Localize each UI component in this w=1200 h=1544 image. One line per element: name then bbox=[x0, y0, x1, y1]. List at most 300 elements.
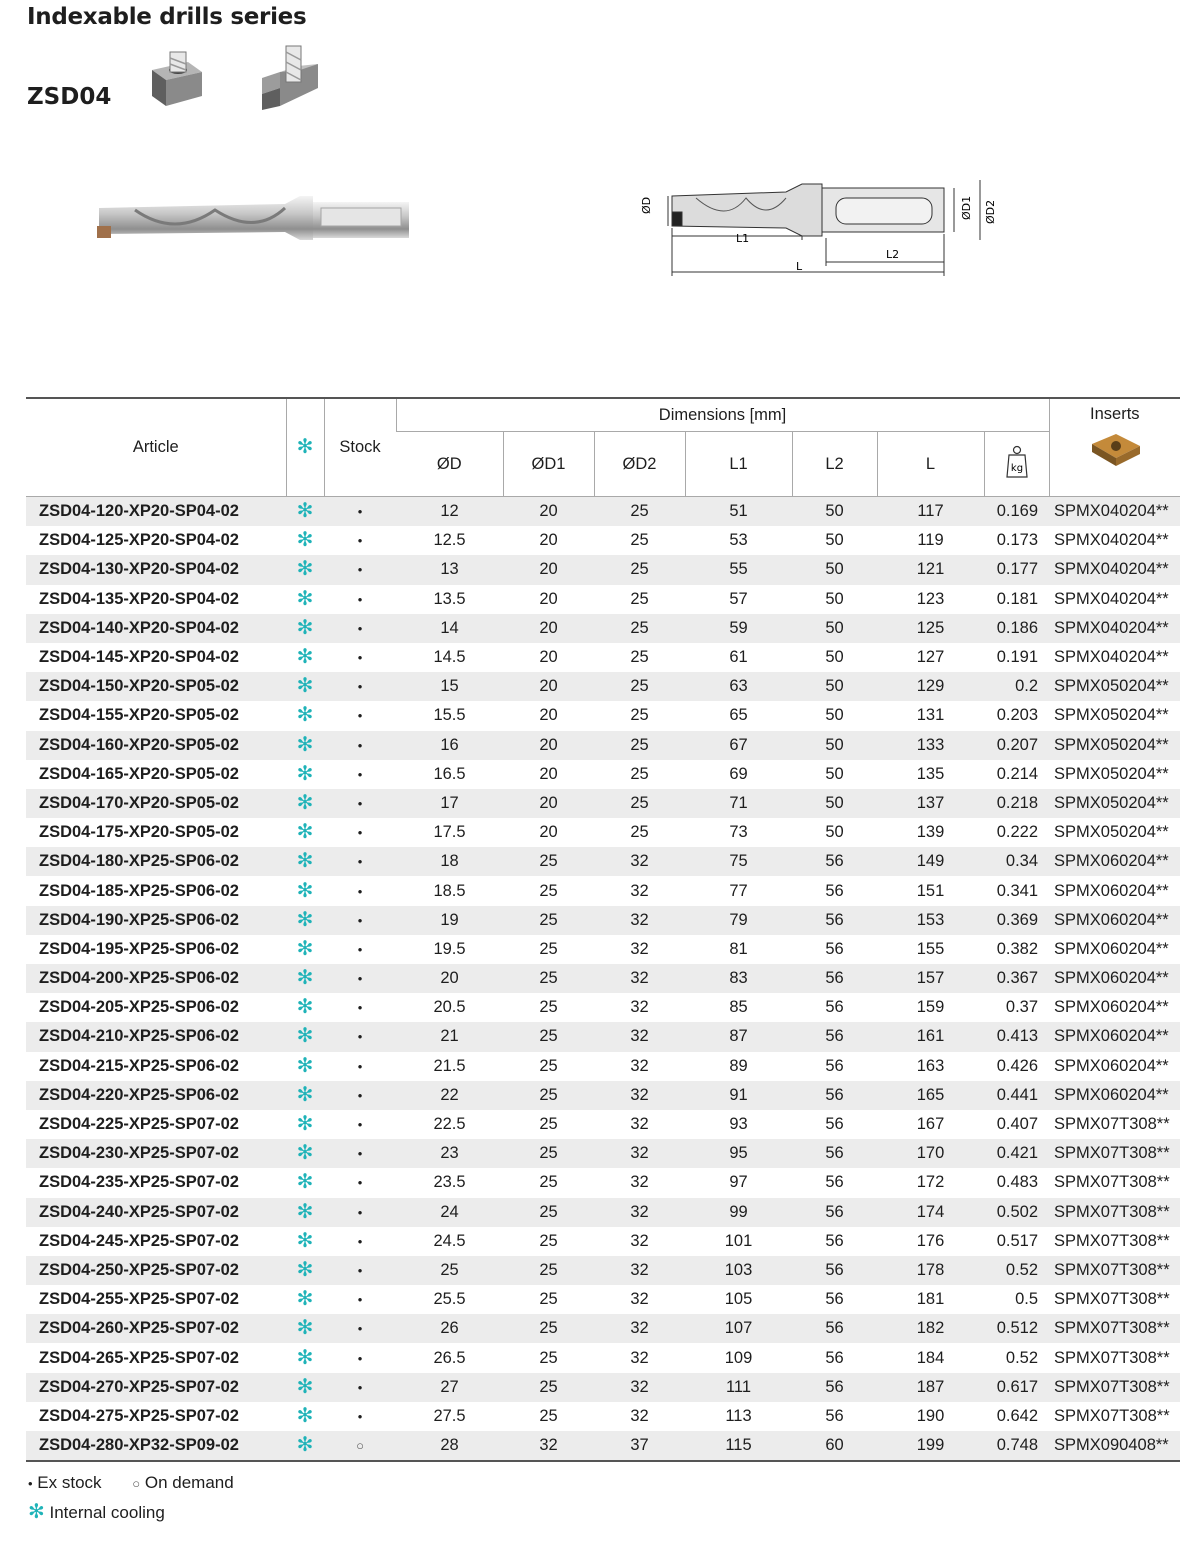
stock-cell bbox=[324, 789, 396, 818]
l2-cell: 56 bbox=[792, 1256, 877, 1285]
l2-cell: 56 bbox=[825, 998, 844, 1017]
legend-internal-cooling: Internal cooling bbox=[49, 1503, 165, 1522]
ex-stock-symbol: • bbox=[357, 650, 363, 666]
cooling-icon: ✻ bbox=[296, 733, 314, 756]
d-cell: 24.5 bbox=[433, 1231, 466, 1250]
ex-stock-symbol: • bbox=[357, 679, 363, 695]
l1-cell: 63 bbox=[685, 672, 792, 701]
cooling-icon: ✻ bbox=[296, 996, 314, 1019]
cooling-icon: ✻ bbox=[296, 529, 314, 552]
l1-cell: 89 bbox=[729, 1056, 748, 1075]
cooling-icon: ✻ bbox=[296, 967, 314, 990]
l-cell: 184 bbox=[916, 1348, 945, 1367]
stock-cell bbox=[324, 555, 396, 584]
insert-cell: SPMX07T308** bbox=[1049, 1314, 1180, 1343]
table-row bbox=[26, 1373, 1180, 1402]
label-l: L bbox=[796, 260, 803, 273]
l-cell: 127 bbox=[916, 648, 945, 667]
insert-cell: SPMX040204** bbox=[1054, 648, 1169, 667]
article-cell: ZSD04-210-XP25-SP06-02 bbox=[26, 1022, 286, 1051]
l2-cell: 56 bbox=[825, 1173, 844, 1192]
cooling-cell bbox=[286, 906, 324, 935]
col-stock: Stock bbox=[324, 398, 396, 497]
d-cell: 28 bbox=[396, 1431, 503, 1461]
l2-cell: 56 bbox=[792, 1139, 877, 1168]
cooling-icon: ✻ bbox=[296, 879, 314, 902]
table-row bbox=[26, 701, 1180, 730]
ex-stock-symbol: • bbox=[357, 825, 363, 841]
stock-cell bbox=[324, 906, 396, 935]
cooling-icon: ✻ bbox=[296, 500, 314, 523]
drill-photo bbox=[95, 188, 415, 248]
article-cell: ZSD04-235-XP25-SP07-02 bbox=[39, 1173, 239, 1192]
stock-cell bbox=[324, 1256, 396, 1285]
d2-cell: 25 bbox=[630, 531, 649, 550]
d2-cell: 25 bbox=[594, 789, 685, 818]
d1-cell: 20 bbox=[503, 731, 594, 760]
col-cooling bbox=[286, 398, 324, 497]
weight-cell: 0.177 bbox=[984, 555, 1049, 584]
insert-cell: SPMX040204** bbox=[1049, 555, 1180, 584]
d2-cell: 32 bbox=[630, 1231, 649, 1250]
d-cell: 27.5 bbox=[433, 1406, 466, 1425]
cooling-icon: ✻ bbox=[296, 1258, 314, 1281]
stock-cell bbox=[324, 964, 396, 993]
weight-cell: 0.382 bbox=[996, 939, 1039, 958]
l-cell: 163 bbox=[916, 1056, 945, 1075]
ex-stock-symbol: • bbox=[357, 562, 363, 578]
l2-cell: 56 bbox=[825, 1056, 844, 1075]
col-l2: L2 bbox=[792, 432, 877, 497]
d-cell: 12.5 bbox=[433, 531, 466, 550]
l1-cell: 115 bbox=[685, 1431, 792, 1461]
col-l1: L1 bbox=[685, 432, 792, 497]
d2-cell: 25 bbox=[630, 823, 649, 842]
d1-cell: 32 bbox=[503, 1431, 594, 1461]
insert-cell: SPMX050204** bbox=[1049, 789, 1180, 818]
l2-cell: 50 bbox=[825, 823, 844, 842]
article-cell: ZSD04-250-XP25-SP07-02 bbox=[26, 1256, 286, 1285]
cooling-icon: ✻ bbox=[296, 1142, 314, 1165]
article-cell: ZSD04-265-XP25-SP07-02 bbox=[39, 1348, 239, 1367]
insert-cell: SPMX090408** bbox=[1049, 1431, 1180, 1461]
ex-stock-symbol: • bbox=[357, 591, 363, 607]
insert-cell: SPMX060204** bbox=[1054, 998, 1169, 1017]
d2-cell: 25 bbox=[594, 497, 685, 527]
table-row bbox=[26, 760, 1180, 789]
ex-stock-symbol: • bbox=[357, 795, 363, 811]
l-cell: 172 bbox=[916, 1173, 945, 1192]
insert-cell: SPMX07T308** bbox=[1054, 1115, 1170, 1134]
d1-cell: 25 bbox=[539, 1231, 558, 1250]
d2-cell: 32 bbox=[630, 998, 649, 1017]
l2-cell: 56 bbox=[792, 1314, 877, 1343]
label-l1: L1 bbox=[736, 232, 750, 245]
article-cell: ZSD04-200-XP25-SP06-02 bbox=[26, 964, 286, 993]
d2-cell: 32 bbox=[594, 1139, 685, 1168]
ex-stock-symbol: • bbox=[357, 941, 363, 957]
d-cell: 12 bbox=[396, 497, 503, 527]
d-cell: 17.5 bbox=[433, 823, 466, 842]
d1-cell: 25 bbox=[503, 1022, 594, 1051]
l-cell: 133 bbox=[877, 731, 984, 760]
weight-cell: 0.181 bbox=[996, 589, 1039, 608]
stock-cell bbox=[324, 731, 396, 760]
ex-stock-symbol: • bbox=[28, 1476, 33, 1491]
ex-stock-symbol: • bbox=[357, 1000, 363, 1016]
l-cell: 149 bbox=[877, 847, 984, 876]
table-row bbox=[26, 585, 1180, 614]
weight-cell: 0.617 bbox=[984, 1373, 1049, 1402]
weight-cell: 0.441 bbox=[984, 1081, 1049, 1110]
d1-cell: 20 bbox=[539, 531, 558, 550]
cooling-cell bbox=[286, 876, 324, 905]
d1-cell: 25 bbox=[503, 1198, 594, 1227]
insert-cell: SPMX07T308** bbox=[1054, 1348, 1170, 1367]
l-cell: 151 bbox=[916, 881, 945, 900]
d1-cell: 25 bbox=[503, 1314, 594, 1343]
article-cell: ZSD04-240-XP25-SP07-02 bbox=[26, 1198, 286, 1227]
l2-cell: 56 bbox=[825, 1406, 844, 1425]
insert-cell: SPMX050204** bbox=[1054, 823, 1169, 842]
article-cell: ZSD04-190-XP25-SP06-02 bbox=[26, 906, 286, 935]
stock-cell bbox=[324, 497, 396, 527]
label-l2: L2 bbox=[886, 248, 900, 261]
weight-cell: 0.5 bbox=[1015, 1290, 1039, 1309]
l-cell: 165 bbox=[877, 1081, 984, 1110]
d-cell: 13 bbox=[396, 555, 503, 584]
table-row bbox=[26, 847, 1180, 876]
l2-cell: 56 bbox=[792, 906, 877, 935]
stock-cell bbox=[324, 701, 396, 730]
d2-cell: 25 bbox=[594, 614, 685, 643]
l2-cell: 50 bbox=[792, 614, 877, 643]
l1-cell: 69 bbox=[729, 764, 748, 783]
drilling-operation-icon bbox=[148, 50, 206, 110]
l2-cell: 56 bbox=[825, 881, 844, 900]
article-cell: ZSD04-175-XP20-SP05-02 bbox=[39, 823, 239, 842]
d2-cell: 25 bbox=[594, 672, 685, 701]
l-cell: 199 bbox=[877, 1431, 984, 1461]
ex-stock-symbol: • bbox=[357, 1350, 363, 1366]
l2-cell: 50 bbox=[792, 789, 877, 818]
l1-cell: 65 bbox=[729, 706, 748, 725]
product-code: ZSD04 bbox=[27, 84, 112, 110]
article-cell: ZSD04-185-XP25-SP06-02 bbox=[39, 881, 239, 900]
ex-stock-symbol: • bbox=[357, 854, 363, 870]
l1-cell: 111 bbox=[685, 1373, 792, 1402]
on-demand-symbol: ○ bbox=[132, 1476, 141, 1491]
d2-cell: 32 bbox=[630, 1173, 649, 1192]
l1-cell: 87 bbox=[685, 1022, 792, 1051]
l1-cell: 77 bbox=[729, 881, 748, 900]
cooling-cell bbox=[286, 555, 324, 584]
d-cell: 20.5 bbox=[433, 998, 466, 1017]
l1-cell: 81 bbox=[729, 939, 748, 958]
d-cell: 19 bbox=[396, 906, 503, 935]
l2-cell: 56 bbox=[825, 939, 844, 958]
d1-cell: 20 bbox=[539, 823, 558, 842]
insert-cell: SPMX060204** bbox=[1049, 847, 1180, 876]
l2-cell: 56 bbox=[825, 1231, 844, 1250]
article-cell: ZSD04-180-XP25-SP06-02 bbox=[26, 847, 286, 876]
d2-cell: 25 bbox=[630, 706, 649, 725]
ex-stock-symbol: • bbox=[357, 1117, 363, 1133]
d2-cell: 32 bbox=[594, 1022, 685, 1051]
d-cell: 24 bbox=[396, 1198, 503, 1227]
stock-cell bbox=[324, 935, 396, 964]
d2-cell: 32 bbox=[630, 1406, 649, 1425]
ex-stock-symbol: • bbox=[357, 1146, 363, 1162]
l-cell: 117 bbox=[877, 497, 984, 527]
d2-cell: 25 bbox=[594, 731, 685, 760]
table-row bbox=[26, 1431, 1180, 1461]
article-cell: ZSD04-155-XP20-SP05-02 bbox=[39, 706, 239, 725]
article-cell: ZSD04-170-XP20-SP05-02 bbox=[26, 789, 286, 818]
cooling-icon: ✻ bbox=[296, 1404, 314, 1427]
article-cell: ZSD04-230-XP25-SP07-02 bbox=[26, 1139, 286, 1168]
cooling-cell bbox=[286, 789, 324, 818]
l-cell: 137 bbox=[877, 789, 984, 818]
cooling-cell bbox=[286, 818, 324, 847]
weight-cell: 0.52 bbox=[984, 1256, 1049, 1285]
cooling-icon: ✻ bbox=[296, 1317, 314, 1340]
label-d1: ØD1 bbox=[960, 195, 973, 220]
l-cell: 176 bbox=[916, 1231, 945, 1250]
ex-stock-symbol: • bbox=[357, 1087, 363, 1103]
l1-cell: 51 bbox=[685, 497, 792, 527]
table-row bbox=[26, 497, 1180, 527]
cooling-icon: ✻ bbox=[296, 704, 314, 727]
l1-cell: 113 bbox=[725, 1406, 752, 1425]
weight-cell: 0.169 bbox=[984, 497, 1049, 527]
stock-cell bbox=[324, 614, 396, 643]
table-row bbox=[26, 1110, 1180, 1139]
table-row bbox=[26, 1139, 1180, 1168]
d-cell: 20 bbox=[396, 964, 503, 993]
cooling-icon: ✻ bbox=[296, 587, 314, 610]
stock-cell bbox=[324, 672, 396, 701]
l2-cell: 56 bbox=[792, 1081, 877, 1110]
cooling-cell bbox=[286, 1285, 324, 1314]
insert-cell: SPMX050204** bbox=[1049, 731, 1180, 760]
legend-on-demand: On demand bbox=[144, 1473, 234, 1492]
d-cell: 27 bbox=[396, 1373, 503, 1402]
stock-cell bbox=[324, 1168, 396, 1197]
cooling-cell bbox=[286, 526, 324, 555]
insert-cell: SPMX07T308** bbox=[1049, 1373, 1180, 1402]
table-row bbox=[26, 1022, 1180, 1051]
d1-cell: 25 bbox=[539, 998, 558, 1017]
ex-stock-symbol: • bbox=[357, 1233, 363, 1249]
l-cell: 159 bbox=[916, 998, 945, 1017]
col-inserts bbox=[1049, 398, 1180, 497]
cooling-cell bbox=[286, 993, 324, 1022]
l2-cell: 50 bbox=[792, 555, 877, 584]
ex-stock-symbol: • bbox=[357, 766, 363, 782]
d-cell: 26.5 bbox=[433, 1348, 466, 1367]
l1-cell: 79 bbox=[685, 906, 792, 935]
cooling-icon: ✻ bbox=[296, 1375, 314, 1398]
weight-cell: 0.421 bbox=[984, 1139, 1049, 1168]
l-cell: 174 bbox=[877, 1198, 984, 1227]
weight-cell: 0.207 bbox=[984, 731, 1049, 760]
d2-cell: 32 bbox=[594, 1373, 685, 1402]
ex-stock-symbol: • bbox=[357, 883, 363, 899]
table-row bbox=[26, 789, 1180, 818]
d1-cell: 20 bbox=[539, 764, 558, 783]
l-cell: 139 bbox=[916, 823, 945, 842]
l-cell: 167 bbox=[916, 1115, 945, 1134]
article-cell: ZSD04-135-XP20-SP04-02 bbox=[39, 589, 239, 608]
cooling-cell bbox=[286, 1168, 324, 1197]
l2-cell: 56 bbox=[792, 1022, 877, 1051]
l2-cell: 50 bbox=[825, 589, 844, 608]
stock-cell bbox=[324, 876, 396, 905]
cooling-icon: ✻ bbox=[296, 1200, 314, 1223]
cooling-cell bbox=[286, 1139, 324, 1168]
article-cell: ZSD04-255-XP25-SP07-02 bbox=[39, 1290, 239, 1309]
l-cell: 125 bbox=[877, 614, 984, 643]
table-row bbox=[26, 672, 1180, 701]
l1-cell: 105 bbox=[724, 1290, 753, 1309]
table-row bbox=[26, 731, 1180, 760]
l-cell: 131 bbox=[916, 706, 945, 725]
cooling-icon: ✻ bbox=[296, 762, 314, 785]
d-cell: 25 bbox=[396, 1256, 503, 1285]
article-cell: ZSD04-280-XP32-SP09-02 bbox=[26, 1431, 286, 1461]
table-row bbox=[26, 1402, 1180, 1431]
cooling-cell bbox=[286, 1081, 324, 1110]
weight-cell: 0.222 bbox=[996, 823, 1039, 842]
l-cell: 187 bbox=[877, 1373, 984, 1402]
l1-cell: 57 bbox=[729, 589, 748, 608]
stock-cell bbox=[324, 1285, 396, 1314]
insert-cell: SPMX060204** bbox=[1049, 1081, 1180, 1110]
stock-cell bbox=[324, 1373, 396, 1402]
stock-cell bbox=[324, 1139, 396, 1168]
l2-cell: 50 bbox=[792, 731, 877, 760]
l-cell: 153 bbox=[877, 906, 984, 935]
stock-cell bbox=[324, 585, 396, 614]
stock-cell bbox=[324, 1052, 396, 1081]
insert-cell: SPMX040204** bbox=[1054, 531, 1169, 550]
weight-cell: 0.413 bbox=[984, 1022, 1049, 1051]
d2-cell: 32 bbox=[630, 939, 649, 958]
weight-cell: 0.517 bbox=[996, 1231, 1039, 1250]
d1-cell: 25 bbox=[539, 881, 558, 900]
insert-cell: SPMX040204** bbox=[1054, 589, 1169, 608]
cooling-icon: ✻ bbox=[296, 558, 314, 581]
table-row bbox=[26, 1314, 1180, 1343]
l-cell: 182 bbox=[877, 1314, 984, 1343]
d1-cell: 25 bbox=[539, 1173, 558, 1192]
cooling-icon: ✻ bbox=[296, 1434, 314, 1457]
l1-cell: 53 bbox=[729, 531, 748, 550]
stock-cell bbox=[324, 1227, 396, 1256]
d-cell: 17 bbox=[396, 789, 503, 818]
d-cell: 23.5 bbox=[433, 1173, 466, 1192]
weight-cell: 0.218 bbox=[984, 789, 1049, 818]
d2-cell: 32 bbox=[594, 1198, 685, 1227]
insert-cell: SPMX07T308** bbox=[1049, 1198, 1180, 1227]
weight-cell: 0.214 bbox=[996, 764, 1039, 783]
article-cell: ZSD04-140-XP20-SP04-02 bbox=[26, 614, 286, 643]
cooling-cell bbox=[286, 1110, 324, 1139]
cooling-icon: ✻ bbox=[296, 1288, 314, 1311]
ex-stock-symbol: • bbox=[357, 1058, 363, 1074]
d-cell: 14.5 bbox=[433, 648, 466, 667]
l1-cell: 91 bbox=[685, 1081, 792, 1110]
drill-dimension-drawing bbox=[636, 176, 997, 282]
weight-cell: 0.191 bbox=[996, 648, 1039, 667]
article-cell: ZSD04-275-XP25-SP07-02 bbox=[39, 1406, 239, 1425]
cooling-cell bbox=[286, 731, 324, 760]
insert-cell: SPMX060204** bbox=[1054, 1056, 1169, 1075]
d2-cell: 32 bbox=[594, 1081, 685, 1110]
l-cell: 121 bbox=[877, 555, 984, 584]
d1-cell: 25 bbox=[539, 1290, 558, 1309]
article-cell: ZSD04-160-XP20-SP05-02 bbox=[26, 731, 286, 760]
product-table bbox=[26, 397, 1180, 1462]
d1-cell: 25 bbox=[539, 939, 558, 958]
d-cell: 19.5 bbox=[433, 939, 466, 958]
cooling-icon: ✻ bbox=[296, 1054, 314, 1077]
d2-cell: 32 bbox=[630, 1348, 649, 1367]
weight-cell: 0.367 bbox=[984, 964, 1049, 993]
weight-cell: 0.502 bbox=[984, 1198, 1049, 1227]
cooling-cell bbox=[286, 701, 324, 730]
d2-cell: 32 bbox=[630, 1290, 649, 1309]
l2-cell: 50 bbox=[825, 764, 844, 783]
l1-cell: 93 bbox=[729, 1115, 748, 1134]
l2-cell: 56 bbox=[825, 1290, 844, 1309]
l1-cell: 73 bbox=[729, 823, 748, 842]
cooling-icon: ✻ bbox=[296, 646, 314, 669]
stock-cell bbox=[324, 643, 396, 672]
article-cell: ZSD04-260-XP25-SP07-02 bbox=[26, 1314, 286, 1343]
d-cell: 22 bbox=[396, 1081, 503, 1110]
table-row bbox=[26, 1052, 1180, 1081]
weight-cell: 0.748 bbox=[984, 1431, 1049, 1461]
cooling-icon: ✻ bbox=[296, 791, 314, 814]
d1-cell: 25 bbox=[539, 1348, 558, 1367]
stock-cell bbox=[324, 1402, 396, 1431]
d-cell: 16 bbox=[396, 731, 503, 760]
ex-stock-symbol: • bbox=[357, 1379, 363, 1395]
l2-cell: 60 bbox=[792, 1431, 877, 1461]
cooling-cell bbox=[286, 585, 324, 614]
stock-cell bbox=[324, 760, 396, 789]
d1-cell: 25 bbox=[503, 1139, 594, 1168]
stock-cell bbox=[324, 847, 396, 876]
l-cell: 129 bbox=[877, 672, 984, 701]
insert-cell: SPMX060204** bbox=[1054, 881, 1169, 900]
d2-cell: 32 bbox=[630, 1056, 649, 1075]
step-drilling-operation-icon bbox=[258, 44, 322, 110]
l-cell: 155 bbox=[916, 939, 945, 958]
stock-cell bbox=[324, 1343, 396, 1372]
ex-stock-symbol: • bbox=[357, 737, 363, 753]
col-weight bbox=[984, 432, 1049, 497]
d2-cell: 25 bbox=[594, 555, 685, 584]
article-cell: ZSD04-150-XP20-SP05-02 bbox=[26, 672, 286, 701]
cooling-cell bbox=[286, 672, 324, 701]
col-article: Article bbox=[26, 398, 286, 497]
article-cell: ZSD04-245-XP25-SP07-02 bbox=[39, 1231, 239, 1250]
insert-cell: SPMX07T308** bbox=[1054, 1406, 1170, 1425]
d-cell: 16.5 bbox=[433, 764, 466, 783]
